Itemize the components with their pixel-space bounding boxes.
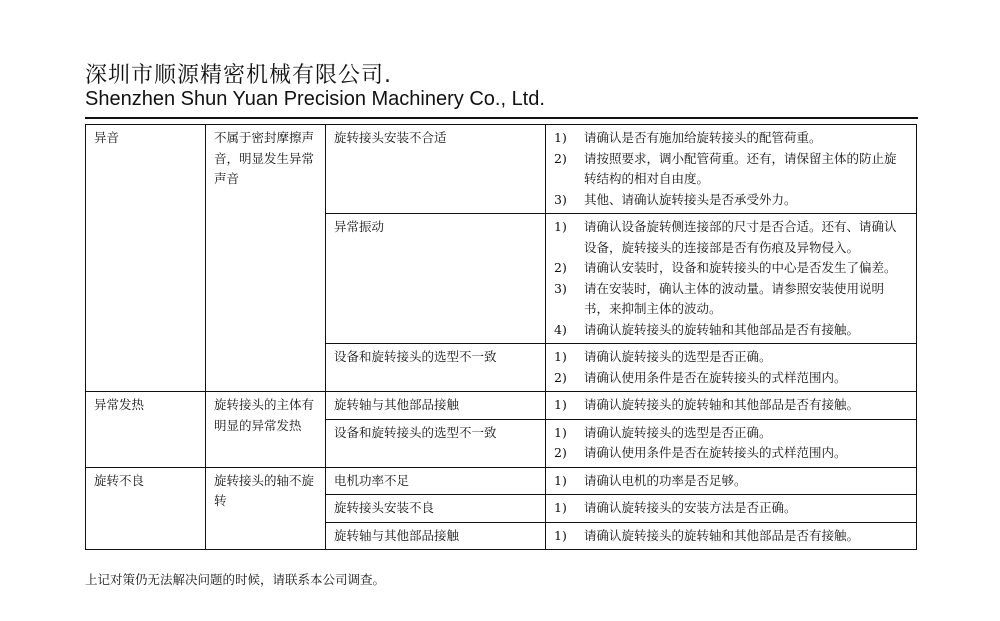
cause-cell: 电机功率不足	[326, 467, 546, 495]
remedy-item	[554, 423, 908, 444]
remedy-item	[554, 471, 908, 492]
remedy-item	[554, 526, 908, 547]
remedy-number: 1)	[554, 397, 567, 412]
symptom-description-cell: 旋转接头的轴不旋转	[206, 467, 326, 550]
remedy-item	[554, 279, 908, 320]
remedy-text: 请确认旋转接头的安装方法是否正确。	[584, 500, 797, 515]
symptom-cell: 异音	[86, 125, 206, 392]
remedy-number: 3)	[554, 191, 567, 207]
remedy-number: 4)	[554, 321, 567, 337]
remedy-number: 1)	[554, 130, 567, 145]
cause-cell: 旋转接头安装不合适	[326, 125, 546, 214]
table-row	[86, 467, 917, 495]
remedy-cell	[546, 467, 917, 495]
symptom-description-cell: 不属于密封摩擦声音，明显发生异常声音	[206, 125, 326, 392]
cause-cell: 设备和旋转接头的选型不一致	[326, 344, 546, 392]
cause-cell: 旋转轴与其他部品接触	[326, 392, 546, 420]
remedy-text: 请确认旋转接头的旋转轴和其他部品是否有接触。	[584, 321, 860, 337]
cause-cell: 旋转轴与其他部品接触	[326, 522, 546, 550]
remedy-text: 请确认旋转接头的旋转轴和其他部品是否有接触。	[584, 397, 860, 412]
remedy-number: 2)	[554, 445, 567, 460]
company-name-chinese: 深圳市顺源精密机械有限公司.	[85, 63, 392, 88]
remedy-number: 1)	[554, 219, 567, 234]
remedy-number: 2)	[554, 369, 567, 385]
remedy-text: 请确认使用条件是否在旋转接头的式样范围内。	[584, 369, 847, 385]
remedy-item	[554, 395, 908, 416]
footer-note: 上记对策仍无法解决问题的时候，请联系本公司调查。	[85, 572, 386, 587]
remedy-text: 请确认旋转接头的选型是否正确。	[584, 349, 772, 364]
remedy-text: 请按照要求，调小配管荷重。还有，请保留主体的防止旋转结构的相对自由度。	[584, 150, 897, 186]
remedy-item	[554, 258, 908, 279]
remedy-item	[554, 190, 908, 211]
remedy-cell	[546, 344, 917, 392]
symptom-cell: 异常发热	[86, 392, 206, 468]
troubleshooting-table	[85, 124, 917, 550]
remedy-number: 2)	[554, 260, 567, 275]
header-divider	[85, 117, 918, 119]
remedy-text: 其他、请确认旋转接头是否承受外力。	[584, 191, 797, 207]
remedy-number: 1)	[554, 527, 567, 543]
remedy-item	[554, 347, 908, 368]
remedy-cell	[546, 214, 917, 344]
table-row	[86, 392, 917, 420]
remedy-number: 1)	[554, 424, 567, 440]
cause-cell: 异常振动	[326, 214, 546, 344]
remedy-item	[554, 368, 908, 389]
remedy-item	[554, 217, 908, 258]
remedy-number: 1)	[554, 349, 567, 364]
table-row	[86, 125, 917, 214]
remedy-text: 请确认电机的功率是否足够。	[584, 472, 747, 488]
remedy-number: 1)	[554, 472, 567, 488]
remedy-text: 请确认使用条件是否在旋转接头的式样范围内。	[584, 445, 847, 460]
company-name-english: Shenzhen Shun Yuan Precision Machinery Co., Ltd.	[85, 88, 545, 110]
symptom-cell: 旋转不良	[86, 467, 206, 550]
cause-cell: 旋转接头安装不良	[326, 495, 546, 523]
remedy-text: 请确认是否有施加给旋转接头的配管荷重。	[584, 130, 822, 145]
cause-cell: 设备和旋转接头的选型不一致	[326, 419, 546, 467]
remedy-item	[554, 443, 908, 464]
remedy-cell	[546, 522, 917, 550]
remedy-number: 3)	[554, 280, 567, 296]
remedy-number: 2)	[554, 150, 567, 166]
remedy-text: 请确认旋转接头的旋转轴和其他部品是否有接触。	[584, 527, 860, 543]
remedy-cell	[546, 125, 917, 214]
remedy-cell	[546, 392, 917, 420]
remedy-text: 请在安装时，确认主体的波动量。请参照安装使用说明书，来抑制主体的波动。	[584, 280, 885, 316]
remedy-text: 请确认设备旋转侧连接部的尺寸是否合适。还有、请确认设备，旋转接头的连接部是否有伤痕及异物侵入。	[584, 219, 897, 255]
remedy-text: 请确认旋转接头的选型是否正确。	[584, 424, 772, 440]
remedy-item	[554, 149, 908, 190]
remedy-number: 1)	[554, 500, 567, 515]
symptom-description-cell: 旋转接头的主体有明显的异常发热	[206, 392, 326, 468]
remedy-item	[554, 128, 908, 149]
remedy-text: 请确认安装时，设备和旋转接头的中心是否发生了偏差。	[584, 260, 897, 275]
remedy-item	[554, 498, 908, 519]
remedy-item	[554, 320, 908, 341]
remedy-cell	[546, 495, 917, 523]
remedy-cell	[546, 419, 917, 467]
